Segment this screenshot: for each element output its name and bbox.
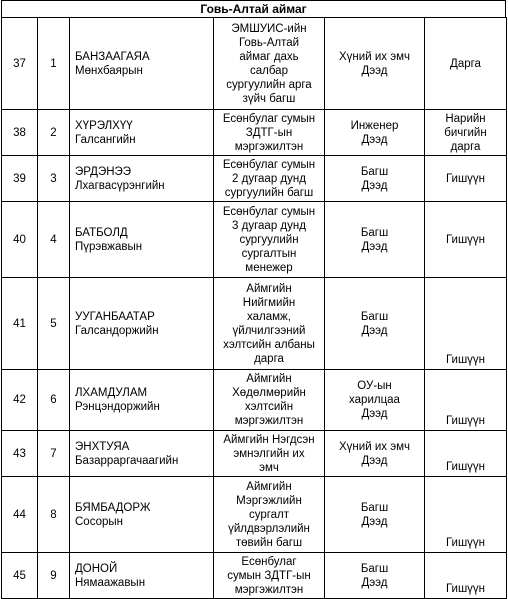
row-number: 37 <box>2 18 38 110</box>
position-line: эмч <box>259 461 279 474</box>
position-line: аймаг дахь <box>239 50 299 63</box>
position-line: Хөдөлмөрийн <box>232 387 306 399</box>
sub-number: 4 <box>38 202 70 278</box>
profession-line: Дээд <box>361 133 388 146</box>
sub-number: 1 <box>38 18 70 110</box>
position-line: үйлчилгээний <box>232 324 306 337</box>
member-position <box>214 370 325 431</box>
section-title: Говь-Алтай аймаг <box>1 0 506 17</box>
member-profession <box>325 202 425 278</box>
position-line: Есөнбулаг сумын <box>222 158 316 171</box>
position-line: ЭМШУИС-ийн <box>231 22 307 35</box>
member-given-name: Нямаажавын <box>75 576 146 589</box>
member-given-name: Галсангийн <box>75 133 136 146</box>
position-line: сургуулийн багш <box>224 186 314 199</box>
position-line: мэргэжилтэн <box>234 140 304 153</box>
member-role <box>425 553 507 599</box>
member-position <box>214 431 325 477</box>
position-line: Аймгийн <box>246 282 292 295</box>
role-line: Гишүүн <box>445 415 486 427</box>
sub-number: 9 <box>38 553 70 599</box>
row-number: 39 <box>2 156 38 202</box>
role-line: Гишүүн <box>445 172 486 185</box>
table-row <box>2 202 507 278</box>
member-position <box>214 18 325 110</box>
member-given-name: Галсандоржийн <box>75 324 159 337</box>
profession-line: Багш <box>360 226 389 239</box>
member-surname: ХҮРЭЛХҮҮ <box>75 119 133 132</box>
position-line: менежер <box>245 261 293 274</box>
row-number: 41 <box>2 278 38 370</box>
position-line: Аймгийн <box>246 480 292 493</box>
profession-line: ОУ-ын <box>357 380 392 392</box>
position-line: Есөнбулаг сумын <box>222 205 316 218</box>
table-row <box>2 156 507 202</box>
member-profession <box>325 553 425 599</box>
row-number: 40 <box>2 202 38 278</box>
member-surname: БАНЗААГАЯА <box>75 50 150 63</box>
sub-number: 5 <box>38 278 70 370</box>
row-number: 44 <box>2 477 38 553</box>
sub-number: 8 <box>38 477 70 553</box>
table-row <box>2 278 507 370</box>
member-given-name: Пүрэвжавын <box>75 240 143 253</box>
member-position <box>214 278 325 370</box>
profession-line: Дээд <box>361 324 388 337</box>
member-name <box>70 477 214 553</box>
position-line: Есөнбулаг <box>241 555 297 568</box>
profession-line: Багш <box>360 310 389 323</box>
position-line: Говь-Алтай <box>238 36 300 49</box>
position-line: сургалтын <box>241 247 297 260</box>
member-surname: ЭНХТУЯА <box>75 440 130 453</box>
member-name <box>70 156 214 202</box>
member-surname: УУГАНБААТАР <box>75 310 155 323</box>
member-position <box>214 110 325 156</box>
profession-line: Дээд <box>361 454 388 467</box>
profession-line: Дээд <box>361 179 388 192</box>
profession-line: Хүний их эмч <box>339 50 410 63</box>
row-number: 45 <box>2 553 38 599</box>
position-line: Аймгийн <box>246 373 292 385</box>
member-name <box>70 370 214 431</box>
member-surname: ДОНОЙ <box>75 562 118 575</box>
position-line: 3 дугаар дунд <box>232 219 306 232</box>
member-surname: БАТБОЛД <box>75 226 128 239</box>
position-line: хэлтсийн <box>244 401 294 413</box>
member-name <box>70 110 214 156</box>
position-line: зүйч багш <box>242 92 296 105</box>
position-line: Есөнбулаг сумын <box>222 112 316 125</box>
member-role <box>425 202 507 278</box>
member-position <box>214 202 325 278</box>
position-line: төвийн багш <box>235 536 303 549</box>
member-surname: ЛХАМДУЛАМ <box>75 387 148 399</box>
member-profession <box>325 18 425 110</box>
position-line: Нийгмийн <box>242 296 296 309</box>
table-row <box>2 370 507 431</box>
profession-line: Дээд <box>361 64 388 77</box>
position-line: үйлдвэрлэлийн <box>228 522 310 535</box>
profession-line: Багш <box>360 562 389 575</box>
table-row <box>2 18 507 110</box>
position-line: халамж, <box>247 310 291 323</box>
member-name <box>70 431 214 477</box>
member-given-name: Рэнцэндоржийн <box>75 401 160 413</box>
member-role <box>425 156 507 202</box>
role-line: Гишүүн <box>445 537 486 549</box>
role-line: Гишүүн <box>445 233 486 246</box>
member-given-name: Мөнхбаярын <box>75 64 143 77</box>
position-line: мэргэжилтэн <box>234 583 304 596</box>
member-role <box>425 477 507 553</box>
member-name <box>70 553 214 599</box>
member-role <box>425 110 507 156</box>
position-line: Аймгийн Нэгдсэн <box>223 433 315 446</box>
position-line: сургалт <box>248 508 290 521</box>
table-row <box>2 553 507 599</box>
row-number: 38 <box>2 110 38 156</box>
member-name <box>70 202 214 278</box>
role-line: дарга <box>450 140 481 153</box>
position-line: ЗДТГ-ын <box>245 126 293 139</box>
member-position <box>214 553 325 599</box>
profession-line: Дээд <box>361 408 388 420</box>
member-surname: БЯМБАДОРЖ <box>75 501 151 514</box>
table-row <box>2 431 507 477</box>
member-profession <box>325 110 425 156</box>
position-line: Мэргэжлийн <box>236 494 302 507</box>
member-position <box>214 477 325 553</box>
sub-number: 7 <box>38 431 70 477</box>
profession-line: Багш <box>360 501 389 514</box>
role-line: Гишүүн <box>445 461 486 473</box>
row-number: 42 <box>2 370 38 431</box>
member-role <box>425 370 507 431</box>
role-line: Гишүүн <box>445 583 486 595</box>
sub-number: 3 <box>38 156 70 202</box>
role-line: Дарга <box>450 57 481 70</box>
sub-number: 6 <box>38 370 70 431</box>
position-line: эмнэлгийн их <box>233 447 305 460</box>
position-line: мэргэжилтэн <box>234 415 304 427</box>
profession-line: Инженер <box>350 119 399 132</box>
position-line: сургуулийн <box>239 233 299 246</box>
member-given-name: Базарраргачаагийн <box>75 454 179 467</box>
member-name <box>70 18 214 110</box>
member-position <box>214 156 325 202</box>
member-role <box>425 18 507 110</box>
role-line: Нарийн <box>445 112 486 125</box>
member-profession <box>325 156 425 202</box>
profession-line: харилцаа <box>349 394 400 406</box>
position-line: 2 дугаар дунд <box>232 172 306 185</box>
row-number: 43 <box>2 431 38 477</box>
profession-line: Багш <box>360 165 389 178</box>
member-list-page <box>1 0 506 599</box>
member-table <box>1 17 507 599</box>
position-line: сумын ЗДТГ-ын <box>227 569 311 582</box>
position-line: хэлтсийн албаны <box>223 338 315 351</box>
member-surname: ЭРДЭНЭЭ <box>75 165 132 178</box>
role-line: Гишүүн <box>445 354 486 366</box>
table-row <box>2 110 507 156</box>
profession-line: Дээд <box>361 576 388 589</box>
member-name <box>70 278 214 370</box>
role-line: бичгийн <box>444 126 487 139</box>
member-given-name: Сосорын <box>75 515 123 528</box>
member-given-name: Лхагвасүрэнгийн <box>75 179 165 192</box>
table-row <box>2 477 507 553</box>
position-line: дарга <box>254 352 284 365</box>
member-role <box>425 278 507 370</box>
member-role <box>425 431 507 477</box>
member-profession <box>325 370 425 431</box>
member-profession <box>325 477 425 553</box>
sub-number: 2 <box>38 110 70 156</box>
profession-line: Дээд <box>361 515 388 528</box>
position-line: салбар <box>250 64 288 77</box>
member-profession <box>325 431 425 477</box>
profession-line: Дээд <box>361 240 388 253</box>
member-profession <box>325 278 425 370</box>
position-line: сургуулийн арга <box>226 78 312 91</box>
profession-line: Хүний их эмч <box>339 440 410 453</box>
